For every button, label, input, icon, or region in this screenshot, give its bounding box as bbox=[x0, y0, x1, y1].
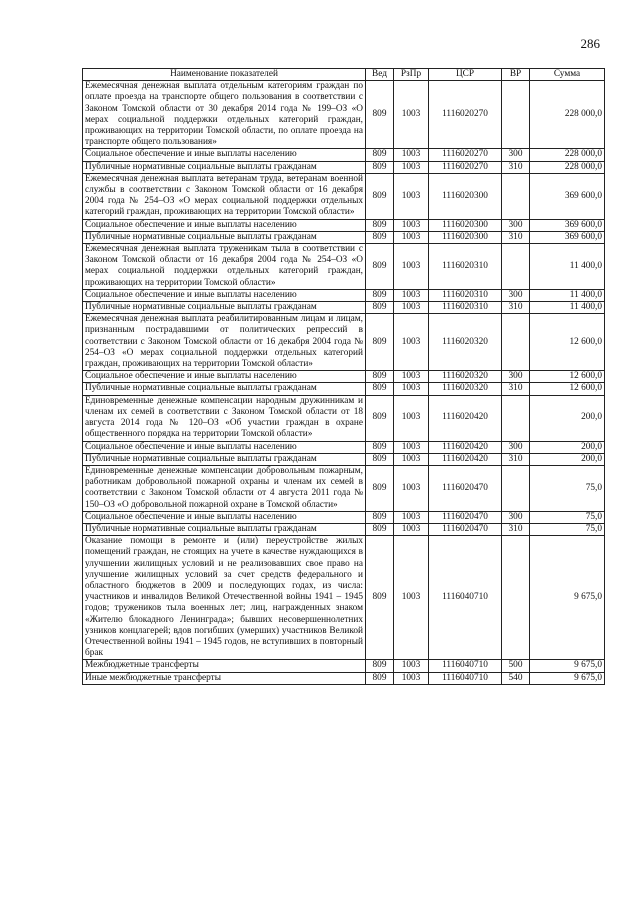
table-row bbox=[83, 244, 605, 290]
cell-ved: 809 bbox=[366, 536, 394, 660]
cell-name: Публичные нормативные социальные выплаты гражданам bbox=[83, 302, 366, 314]
table-row bbox=[83, 511, 605, 523]
cell-rzpr: 1003 bbox=[394, 314, 429, 371]
cell-name: Ежемесячная денежная выплата реабилитированным лицам и лицам, признанным пострадавшими от политических репрессий в соответствии с Законом Томской области от 16 декабря 2004 года № 254–ОЗ «О мерах социальной поддержки отдельных категорий граждан, проживающих на территории Томской области» bbox=[83, 314, 366, 371]
cell-vr: 310 bbox=[502, 523, 530, 535]
cell-csr: 1116020320 bbox=[429, 314, 502, 371]
cell-name: Публичные нормативные социальные выплаты гражданам bbox=[83, 453, 366, 465]
cell-ved: 809 bbox=[366, 173, 394, 219]
table-row bbox=[83, 383, 605, 395]
cell-rzpr: 1003 bbox=[394, 395, 429, 441]
cell-csr: 1116020300 bbox=[429, 219, 502, 231]
table-row bbox=[83, 81, 605, 149]
cell-vr: 300 bbox=[502, 219, 530, 231]
cell-ved: 809 bbox=[366, 81, 394, 149]
cell-sum: 369 600,0 bbox=[530, 173, 605, 219]
cell-sum: 200,0 bbox=[530, 395, 605, 441]
cell-csr: 1116040710 bbox=[429, 536, 502, 660]
cell-ved: 809 bbox=[366, 660, 394, 672]
cell-sum: 11 400,0 bbox=[530, 289, 605, 301]
table-row bbox=[83, 149, 605, 161]
cell-rzpr: 1003 bbox=[394, 302, 429, 314]
header-rzpr: РзПр bbox=[394, 69, 429, 81]
cell-vr: 310 bbox=[502, 383, 530, 395]
cell-vr: 310 bbox=[502, 161, 530, 173]
cell-rzpr: 1003 bbox=[394, 453, 429, 465]
cell-ved: 809 bbox=[366, 511, 394, 523]
cell-csr: 1116020420 bbox=[429, 453, 502, 465]
cell-sum: 9 675,0 bbox=[530, 660, 605, 672]
cell-ved: 809 bbox=[366, 244, 394, 290]
cell-name: Публичные нормативные социальные выплаты гражданам bbox=[83, 231, 366, 243]
cell-ved: 809 bbox=[366, 289, 394, 301]
table-row bbox=[83, 536, 605, 660]
cell-ved: 809 bbox=[366, 314, 394, 371]
cell-csr: 1116040710 bbox=[429, 660, 502, 672]
cell-rzpr: 1003 bbox=[394, 231, 429, 243]
cell-rzpr: 1003 bbox=[394, 511, 429, 523]
cell-csr: 1116020320 bbox=[429, 383, 502, 395]
cell-sum: 228 000,0 bbox=[530, 81, 605, 149]
cell-csr: 1116020310 bbox=[429, 302, 502, 314]
cell-ved: 809 bbox=[366, 465, 394, 511]
cell-name: Публичные нормативные социальные выплаты гражданам bbox=[83, 383, 366, 395]
cell-sum: 369 600,0 bbox=[530, 231, 605, 243]
cell-vr: 310 bbox=[502, 231, 530, 243]
cell-ved: 809 bbox=[366, 523, 394, 535]
table-row bbox=[83, 441, 605, 453]
cell-csr: 1116020420 bbox=[429, 395, 502, 441]
cell-name: Ежемесячная денежная выплата ветеранам труда, ветеранам военной службы в соответствии с Законом Томской области от 16 декабря 2004 года № 254–ОЗ «О мерах социальной поддержки отдельных категорий граждан, проживающих на территории Томской области» bbox=[83, 173, 366, 219]
cell-vr bbox=[502, 244, 530, 290]
cell-ved: 809 bbox=[366, 219, 394, 231]
table-row bbox=[83, 302, 605, 314]
cell-csr: 1116040710 bbox=[429, 672, 502, 684]
cell-rzpr: 1003 bbox=[394, 383, 429, 395]
cell-sum: 75,0 bbox=[530, 523, 605, 535]
cell-ved: 809 bbox=[366, 383, 394, 395]
table-row bbox=[83, 395, 605, 441]
cell-sum: 369 600,0 bbox=[530, 219, 605, 231]
cell-vr: 300 bbox=[502, 511, 530, 523]
cell-rzpr: 1003 bbox=[394, 465, 429, 511]
cell-csr: 1116020470 bbox=[429, 511, 502, 523]
cell-csr: 1116020310 bbox=[429, 244, 502, 290]
cell-name: Социальное обеспечение и иные выплаты населению bbox=[83, 149, 366, 161]
cell-sum: 11 400,0 bbox=[530, 302, 605, 314]
cell-vr: 310 bbox=[502, 302, 530, 314]
cell-name: Единовременные денежные компенсации народным дружинникам и членам их семей в соответствии с Законом Томской области от 18 августа 2014 года № 120–ОЗ «Об участии граждан в охране общественного порядка на территории Томской области» bbox=[83, 395, 366, 441]
cell-vr: 540 bbox=[502, 672, 530, 684]
cell-sum: 12 600,0 bbox=[530, 371, 605, 383]
table-row bbox=[83, 672, 605, 684]
cell-rzpr: 1003 bbox=[394, 523, 429, 535]
cell-sum: 9 675,0 bbox=[530, 672, 605, 684]
cell-vr bbox=[502, 465, 530, 511]
cell-rzpr: 1003 bbox=[394, 371, 429, 383]
cell-rzpr: 1003 bbox=[394, 81, 429, 149]
cell-vr: 500 bbox=[502, 660, 530, 672]
cell-csr: 1116020300 bbox=[429, 173, 502, 219]
cell-csr: 1116020270 bbox=[429, 161, 502, 173]
table-body bbox=[83, 81, 605, 685]
header-csr: ЦСР bbox=[429, 69, 502, 81]
cell-name: Публичные нормативные социальные выплаты гражданам bbox=[83, 523, 366, 535]
cell-rzpr: 1003 bbox=[394, 149, 429, 161]
cell-rzpr: 1003 bbox=[394, 536, 429, 660]
cell-ved: 809 bbox=[366, 161, 394, 173]
table-row bbox=[83, 453, 605, 465]
cell-ved: 809 bbox=[366, 453, 394, 465]
cell-sum: 12 600,0 bbox=[530, 383, 605, 395]
cell-sum: 75,0 bbox=[530, 511, 605, 523]
cell-vr: 300 bbox=[502, 289, 530, 301]
cell-ved: 809 bbox=[366, 371, 394, 383]
cell-vr: 300 bbox=[502, 371, 530, 383]
cell-name: Единовременные денежные компенсации добровольным пожарным, работникам добровольной пожарной охраны и членам их семей в соответствии с Законом Томской области от 4 августа 2011 года № 150–ОЗ «О добровольной пожарной охране в Томской области» bbox=[83, 465, 366, 511]
cell-csr: 1116020270 bbox=[429, 149, 502, 161]
cell-csr: 1116020270 bbox=[429, 81, 502, 149]
cell-vr: 300 bbox=[502, 441, 530, 453]
cell-csr: 1116020320 bbox=[429, 371, 502, 383]
cell-sum: 9 675,0 bbox=[530, 536, 605, 660]
page-number: 286 bbox=[580, 36, 600, 51]
cell-name: Социальное обеспечение и иные выплаты населению bbox=[83, 289, 366, 301]
header-ved: Вед bbox=[366, 69, 394, 81]
cell-name: Социальное обеспечение и иные выплаты населению bbox=[83, 511, 366, 523]
table-header-row bbox=[83, 69, 605, 81]
cell-rzpr: 1003 bbox=[394, 441, 429, 453]
cell-vr: 310 bbox=[502, 453, 530, 465]
cell-vr: 300 bbox=[502, 149, 530, 161]
cell-vr bbox=[502, 395, 530, 441]
cell-vr bbox=[502, 314, 530, 371]
cell-rzpr: 1003 bbox=[394, 219, 429, 231]
cell-ved: 809 bbox=[366, 395, 394, 441]
cell-vr bbox=[502, 173, 530, 219]
cell-sum: 228 000,0 bbox=[530, 161, 605, 173]
table-row bbox=[83, 660, 605, 672]
cell-ved: 809 bbox=[366, 302, 394, 314]
table-row bbox=[83, 523, 605, 535]
cell-rzpr: 1003 bbox=[394, 244, 429, 290]
cell-rzpr: 1003 bbox=[394, 660, 429, 672]
cell-csr: 1116020300 bbox=[429, 231, 502, 243]
cell-ved: 809 bbox=[366, 672, 394, 684]
cell-sum: 228 000,0 bbox=[530, 149, 605, 161]
cell-name: Социальное обеспечение и иные выплаты населению bbox=[83, 371, 366, 383]
budget-table bbox=[82, 68, 605, 685]
cell-ved: 809 bbox=[366, 149, 394, 161]
table-row bbox=[83, 289, 605, 301]
cell-csr: 1116020310 bbox=[429, 289, 502, 301]
table-row bbox=[83, 314, 605, 371]
cell-sum: 12 600,0 bbox=[530, 314, 605, 371]
cell-rzpr: 1003 bbox=[394, 672, 429, 684]
cell-csr: 1116020420 bbox=[429, 441, 502, 453]
table-row bbox=[83, 219, 605, 231]
table-row bbox=[83, 465, 605, 511]
cell-name: Оказание помощи в ремонте и (или) переустройстве жилых помещений граждан, не стоящих на учете в качестве нуждающихся в улучшении жилищных условий и не реализовавших свое право на улучшение жилищных условий за счет средств федерального и областного бюджетов в 2009 и последующих годах, из числа: участников и инвалидов Великой Отечественной войны 1941 – 1945 годов; тружеников тыла военных лет; лиц, награжденных знаком «Жителю блокадного Ленинграда»; бывших несовершеннолетних узников концлагерей; вдов погибших (умерших) участников Великой Отечественной войны 1941 – 1945 годов, не вступивших в повторный брак bbox=[83, 536, 366, 660]
cell-name: Ежемесячная денежная выплата труженикам тыла в соответствии с Законом Томской области от 16 декабря 2004 года № 254–ОЗ «О мерах социальной поддержки отдельных категорий граждан, проживающих на территории Томской области» bbox=[83, 244, 366, 290]
cell-sum: 75,0 bbox=[530, 465, 605, 511]
cell-ved: 809 bbox=[366, 441, 394, 453]
cell-vr bbox=[502, 81, 530, 149]
cell-rzpr: 1003 bbox=[394, 161, 429, 173]
table-row bbox=[83, 371, 605, 383]
cell-sum: 200,0 bbox=[530, 453, 605, 465]
cell-name: Иные межбюджетные трансферты bbox=[83, 672, 366, 684]
cell-name: Межбюджетные трансферты bbox=[83, 660, 366, 672]
table-row bbox=[83, 231, 605, 243]
header-name: Наименование показателей bbox=[83, 69, 366, 81]
header-vr: ВР bbox=[502, 69, 530, 81]
cell-name: Социальное обеспечение и иные выплаты населению bbox=[83, 219, 366, 231]
cell-csr: 1116020470 bbox=[429, 523, 502, 535]
cell-vr bbox=[502, 536, 530, 660]
header-sum: Сумма bbox=[530, 69, 605, 81]
cell-name: Ежемесячная денежная выплата отдельным категориям граждан по оплате проезда на транспорте общего пользования в соответствии с Законом Томской области от 30 декабря 2014 года № 199–ОЗ «О мерах социальной поддержки отдельных категорий граждан, проживающих на территории Томской области, по оплате проезда на транспорте общего пользования» bbox=[83, 81, 366, 149]
cell-name: Публичные нормативные социальные выплаты гражданам bbox=[83, 161, 366, 173]
table-row bbox=[83, 161, 605, 173]
cell-rzpr: 1003 bbox=[394, 289, 429, 301]
cell-csr: 1116020470 bbox=[429, 465, 502, 511]
cell-sum: 11 400,0 bbox=[530, 244, 605, 290]
cell-rzpr: 1003 bbox=[394, 173, 429, 219]
cell-name: Социальное обеспечение и иные выплаты населению bbox=[83, 441, 366, 453]
table-row bbox=[83, 173, 605, 219]
cell-sum: 200,0 bbox=[530, 441, 605, 453]
cell-ved: 809 bbox=[366, 231, 394, 243]
